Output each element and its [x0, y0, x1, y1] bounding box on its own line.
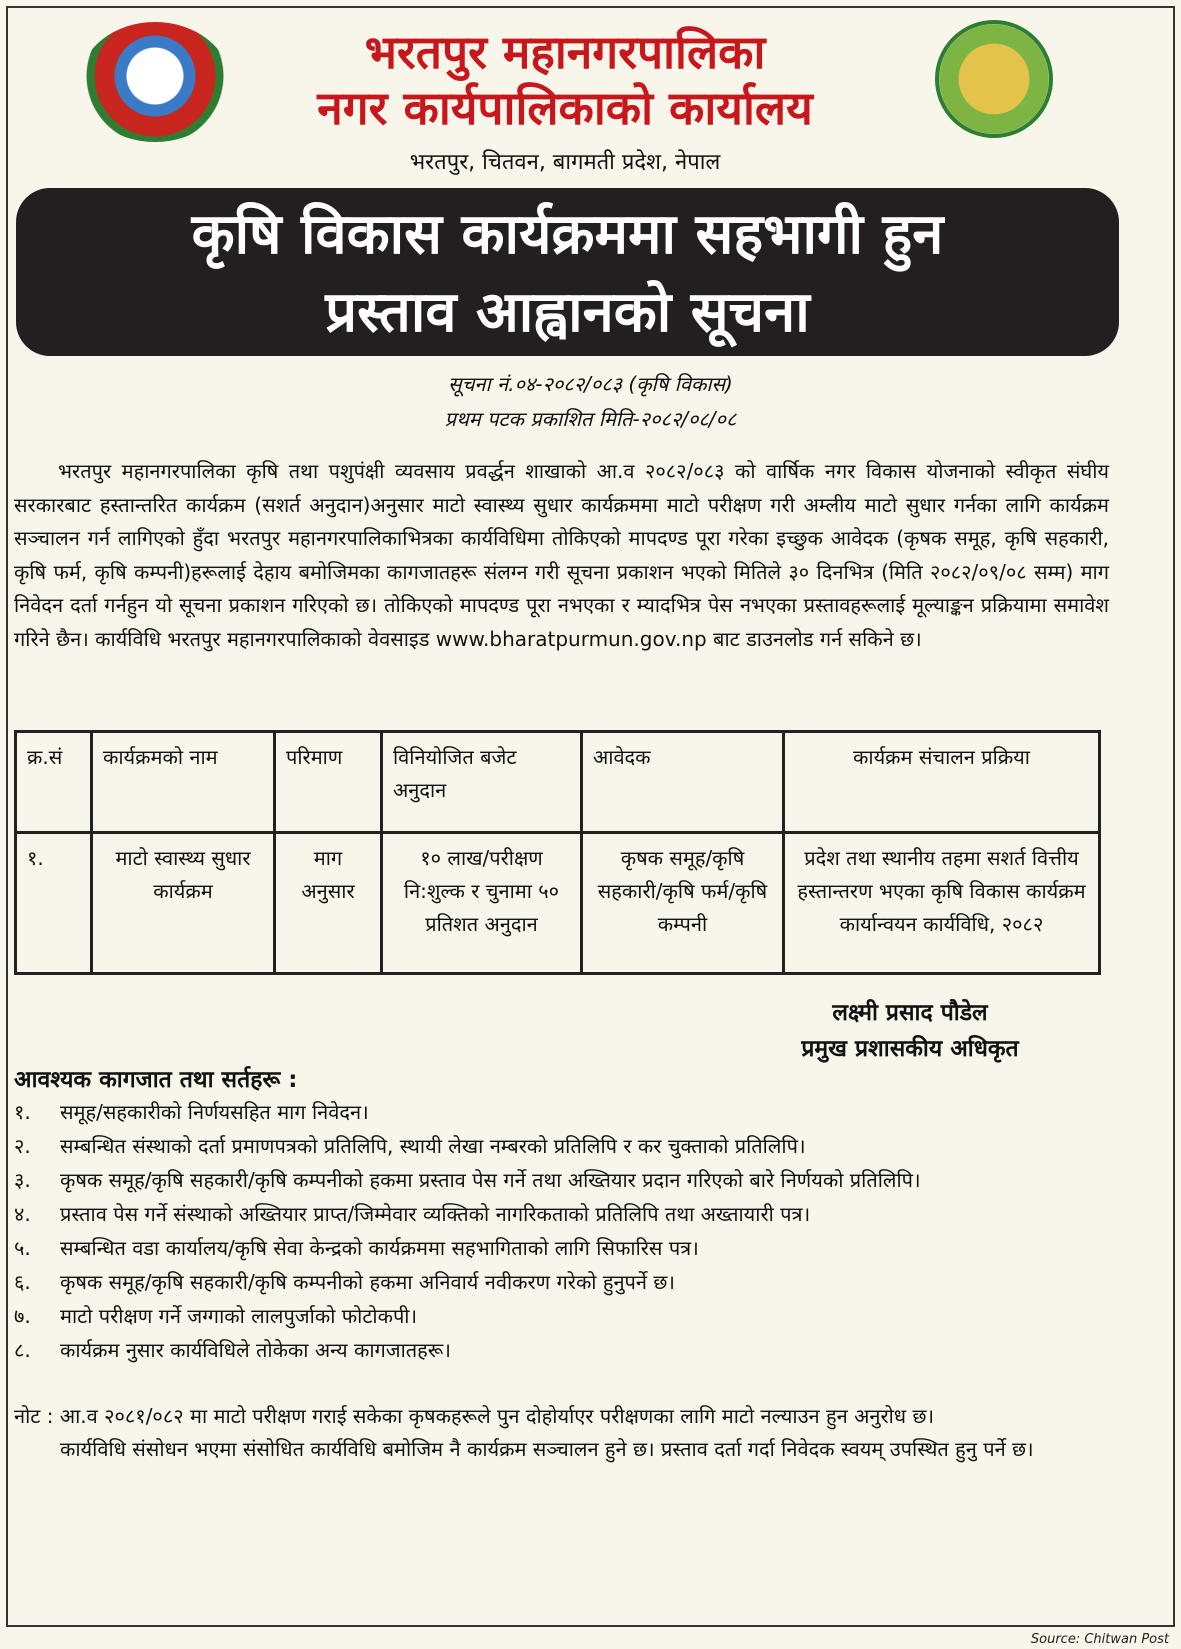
col-applicant: आवेदक [582, 732, 784, 833]
col-program: कार्यक्रमको नाम [92, 732, 275, 833]
signatory-name: लक्ष्मी प्रसाद पौडेल [832, 1000, 988, 1026]
item-text: कार्यक्रम नुसार कार्यविधिले तोकेका अन्य कागजातहरू। [60, 1338, 451, 1362]
cell-program: माटो स्वास्थ्य सुधार कार्यक्रम [92, 833, 275, 974]
table-row [16, 833, 1100, 974]
list-item [14, 1333, 1109, 1367]
requirements-list [14, 1095, 1109, 1367]
table-header-row [16, 732, 1100, 833]
item-text: कृषक समूह/कृषि सहकारी/कृषि कम्पनीको हकमा प्रस्ताव पेस गर्ने तथा अख्तियार प्रदान गरिएको बारे निर्णयको प्रतिलिपि। [60, 1168, 921, 1192]
list-item [14, 1265, 1109, 1299]
cell-budget: १० लाख/परीक्षण नि:शुल्क र चुनामा ५० प्रतिशत अनुदान [382, 833, 582, 974]
note-section [14, 1400, 1109, 1466]
col-sn: क्र.सं [16, 732, 92, 833]
cell-procedure: प्रदेश तथा स्थानीय तहमा सशर्त वित्तीय हस्तान्तरण भएका कृषि विकास कार्यक्रम कार्यान्वयन कार्यविधि, २०८२ [784, 833, 1100, 974]
item-number: ८. [14, 1338, 31, 1362]
col-budget: विनियोजित बजेट अनुदान [382, 732, 582, 833]
title-line1: भरतपुर महानगरपालिका [364, 25, 766, 79]
office-title [265, 24, 865, 136]
col-quantity: परिमाण [275, 732, 382, 833]
list-item [14, 1299, 1109, 1333]
notice-body: भरतपुर महानगरपालिका कृषि तथा पशुपंक्षी व्यवसाय प्रवर्द्धन शाखाको आ.व २०८२/०८३ को वार्षिक नगर विकास योजनाको स्वीकृत संघीय सरकारबाट हस्तान्तरित कार्यक्रम (सशर्त अनुदान)अनुसार माटो स्वास्थ्य सुधार कार्यक्रममा माटो परीक्षण गरी अम्लीय माटो सुधार गर्नका लागि कार्यक्रम सञ्चालन गर्न लागिएको हुँदा भरतपुर महानगरपालिकाभित्रका कार्यविधिमा तोकिएको मापदण्ड पूरा गरेका इच्छुक आवेदक (कृषक समूह, कृषि सहकारी, कृषि फर्म, कृषि कम्पनी)हरूलाई देहाय बमोजिमका कागजातहरू संलग्न गरी सूचना प्रकाशन भएको मितिले ३० दिनभित्र (मिति २०८२/०९/०८ सम्म) माग निवेदन दर्ता गर्नहुन यो सूचना प्रकाशन गरिएको छ। तोकिएको मापदण्ड पूरा नभएका र म्यादभित्र पेस नभएका प्रस्तावहरूलाई मूल्याङ्कन प्रक्रियामा समावेश गरिने छैन। कार्यविधि भरतपुर महानगरपालिकाको वेवसाइड www.bharatpurmun.gov.np बाट डाउनलोड गर्न सकिने छ। [14, 459, 1109, 651]
program-table [14, 730, 1101, 975]
item-text: सम्बन्धित वडा कार्यालय/कृषि सेवा केन्द्रको कार्यक्रममा सहभागिताको लागि सिफारिस पत्र। [60, 1236, 699, 1260]
item-text: माटो परीक्षण गर्ने जग्गाको लालपुर्जाको फोटोकपी। [60, 1304, 418, 1328]
item-number: ३. [14, 1168, 31, 1192]
list-item [14, 1197, 1109, 1231]
cell-sn: १. [16, 833, 92, 974]
published-date: प्रथम पटक प्रकाशित मिति-२०८२/०८/०८ [444, 407, 737, 431]
list-item [14, 1231, 1109, 1265]
nepal-emblem-logo [80, 22, 230, 142]
requirements-title: आवश्यक कागजात तथा सर्तहरू : [14, 1067, 298, 1093]
list-item [14, 1129, 1109, 1163]
note-line1: नोट : आ.व २०८१/०८२ मा माटो परीक्षण गराई सकेका कृषकहरूले पुन दोहोर्याएर परीक्षणका लागि माटो नल्याउन हुन अनुरोध छ। [14, 1404, 935, 1428]
item-text: समूह/सहकारीको निर्णयसहित माग निवेदन। [60, 1100, 369, 1124]
item-text: प्रस्ताव पेस गर्ने संस्थाको अख्तियार प्राप्त/जिम्मेवार व्यक्तिको नागरिकताको प्रतिलिपि तथा अख्तायारी पत्र। [60, 1202, 811, 1226]
address: भरतपुर, चितवन, बागमती प्रदेश, नेपाल [409, 150, 721, 175]
item-number: ६. [14, 1270, 31, 1294]
list-item [14, 1095, 1109, 1129]
item-number: १. [14, 1100, 31, 1124]
item-text: कृषक समूह/कृषि सहकारी/कृषि कम्पनीको हकमा अनिवार्य नवीकरण गरेको हुनुपर्ने छ। [60, 1270, 675, 1294]
notice-banner [16, 188, 1119, 356]
banner-line1: कृषि विकास कार्यक्रममा सहभागी हुन [191, 202, 944, 267]
note-line2: कार्यविधि संसोधन भएमा संसोधित कार्यविधि बमोजिम नै कार्यक्रम सञ्चालन हुने छ। प्रस्ताव दर्ता गर्दा निवेदक स्वयम् उपस्थित हुनु पर्ने छ। [60, 1437, 1034, 1461]
item-number: ७. [14, 1304, 31, 1328]
bharatpur-metropolitan-logo [935, 20, 1053, 138]
signatory-title: प्रमुख प्रशासकीय अधिकृत [801, 1036, 1019, 1062]
item-number: ४. [14, 1202, 31, 1226]
item-number: २. [14, 1134, 31, 1158]
item-text: सम्बन्धित संस्थाको दर्ता प्रमाणपत्रको प्रतिलिपि, स्थायी लेखा नम्बरको प्रतिलिपि र कर चुक्ताको प्रतिलिपि। [60, 1134, 806, 1158]
signature-block [760, 995, 1060, 1067]
col-procedure: कार्यक्रम संचालन प्रक्रिया [784, 732, 1100, 833]
cell-applicant: कृषक समूह/कृषि सहकारी/कृषि फर्म/कृषि कम्पनी [582, 833, 784, 974]
list-item [14, 1163, 1109, 1197]
source-credit: Source: Chitwan Post [1030, 1632, 1169, 1647]
banner-line2: प्रस्ताव आह्वानको सूचना [325, 280, 810, 345]
item-number: ५. [14, 1236, 31, 1260]
cell-quantity: माग अनुसार [275, 833, 382, 974]
notice-number: सूचना नं.०४-२०८२/०८३ (कृषि विकास) [448, 372, 733, 396]
title-line2: नगर कार्यपालिकाको कार्यालय [317, 81, 813, 135]
